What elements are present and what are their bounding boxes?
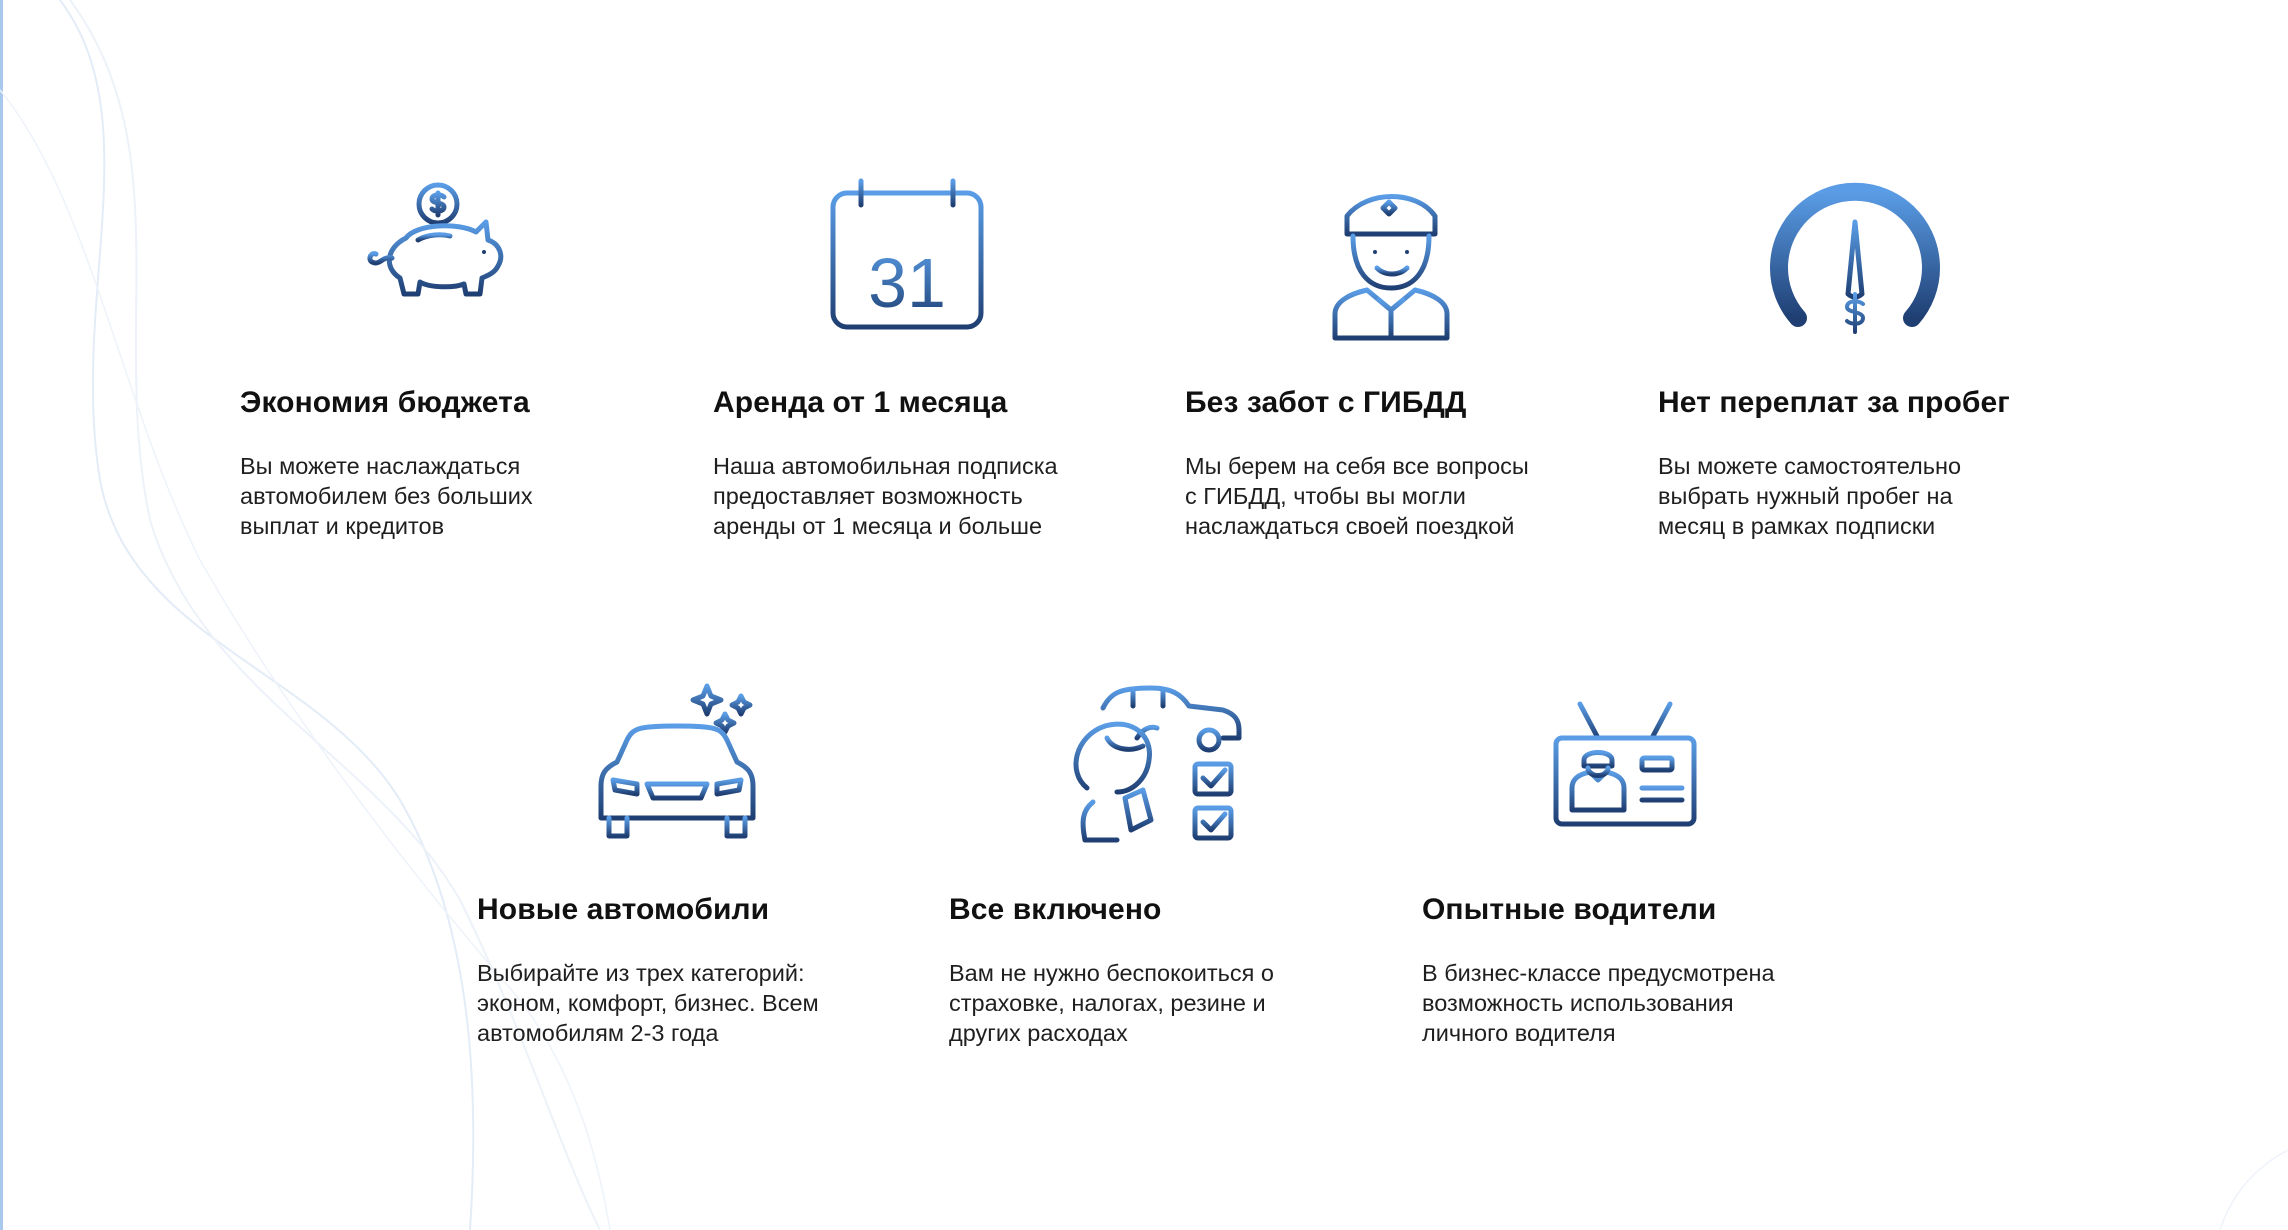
feature-icon-wrap	[949, 670, 1389, 840]
calendar-icon	[825, 175, 985, 335]
feature-description	[949, 958, 1389, 1048]
new-car-icon	[591, 678, 766, 848]
feature-description	[1185, 451, 1625, 541]
feature-description-text: Вы можете наслаждаться автомобилем без больших выплат и кредитов	[240, 453, 533, 539]
feature-icon-wrap	[1185, 170, 1625, 340]
calendar-day-number: 31	[868, 244, 946, 322]
feature-icon-wrap	[1422, 670, 1862, 840]
driver-id-card-icon	[1550, 690, 1700, 840]
feature-title: Все включено	[949, 893, 1162, 926]
feature-description	[713, 451, 1153, 541]
feature-description	[1658, 451, 2098, 541]
feature-description-text: Наша автомобильная подписка предоставляет возможность аренды от 1 месяца и больше	[713, 453, 1058, 539]
feature-description-text: В бизнес-классе предусмотрена возможность использования личного водителя	[1422, 960, 1775, 1046]
speedometer-dollar-icon	[1770, 182, 1940, 342]
feature-description-text: Выбирайте из трех категорий: эконом, комфорт, бизнес. Всем автомобилям 2-3 года	[477, 960, 819, 1046]
feature-icon-wrap	[240, 170, 680, 340]
feature-icon-wrap	[713, 170, 1153, 340]
all-inclusive-checklist-icon	[1063, 680, 1243, 850]
left-edge-accent	[0, 0, 3, 1230]
feature-description	[477, 958, 917, 1048]
feature-description	[240, 451, 680, 541]
feature-description-text: Мы берем на себя все вопросы с ГИБДД, чтобы вы могли наслаждаться своей поездкой	[1185, 453, 1529, 539]
feature-description	[1422, 958, 1862, 1048]
piggy-bank-icon	[358, 182, 518, 332]
feature-title: Экономия бюджета	[240, 386, 530, 419]
feature-title: Аренда от 1 месяца	[713, 386, 1008, 419]
feature-icon-wrap	[1658, 170, 2098, 340]
feature-icon-wrap	[477, 670, 917, 840]
feature-title: Новые автомобили	[477, 893, 770, 926]
feature-description-text: Вам не нужно беспокоиться о страховке, налогах, резине и других расходах	[949, 960, 1274, 1046]
feature-description-text: Вы можете самостоятельно выбрать нужный пробег на месяц в рамках подписки	[1658, 453, 1962, 539]
feature-title: Опытные водители	[1422, 893, 1717, 926]
feature-title: Без забот с ГИБДД	[1185, 386, 1467, 419]
police-officer-icon	[1327, 178, 1457, 343]
feature-title: Нет переплат за пробег	[1658, 386, 2010, 419]
